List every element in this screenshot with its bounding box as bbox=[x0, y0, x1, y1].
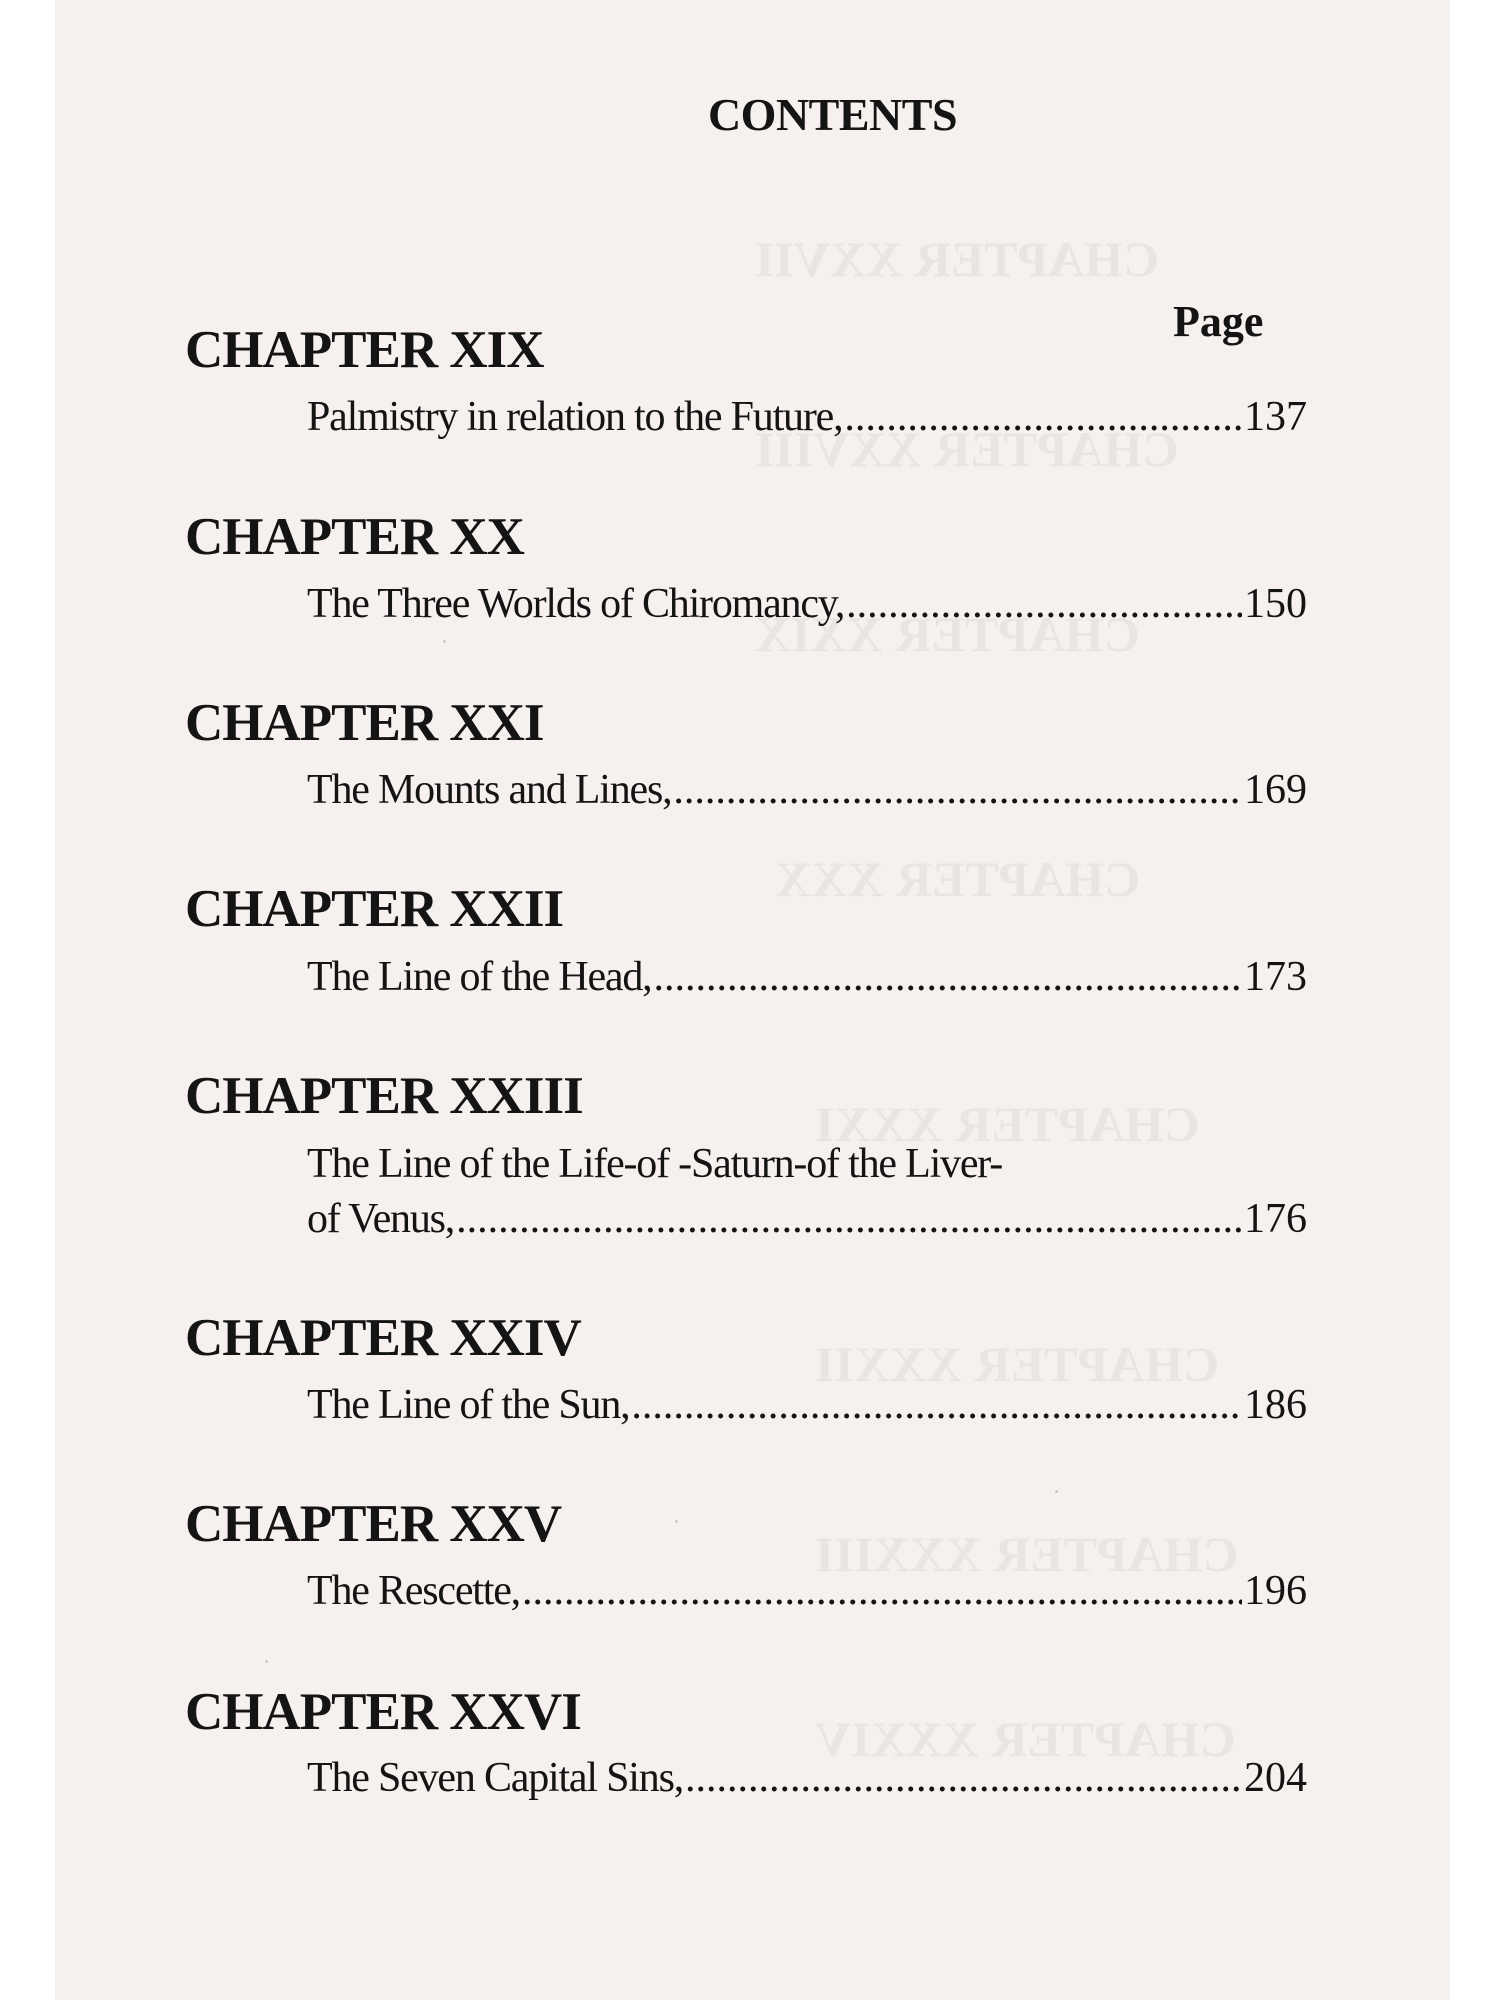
toc-entry-text: The Rescette, bbox=[307, 1568, 520, 1614]
paper-speck bbox=[1055, 1490, 1058, 1493]
toc-entry-text: The Three Worlds of Chiromancy, bbox=[307, 581, 845, 627]
dot-leader bbox=[685, 1754, 1242, 1802]
bleed-through-decoration: CHAPTER XXIX bbox=[755, 606, 1140, 662]
toc-entry-text: Palmistry in relation to the Future, bbox=[307, 394, 843, 440]
toc-entry-text: The Line of the Sun, bbox=[307, 1382, 630, 1428]
bleed-through-decoration: CHAPTER XXXI bbox=[815, 1096, 1200, 1152]
toc-page-number: 186 bbox=[1244, 1382, 1307, 1428]
bleed-through-decoration: CHAPTER XXVIII bbox=[755, 421, 1179, 477]
toc-entry-text: The Line of the Head, bbox=[307, 954, 652, 1000]
dot-leader bbox=[673, 766, 1242, 814]
dot-leader bbox=[456, 1195, 1242, 1243]
dot-leader bbox=[522, 1567, 1242, 1615]
chapter-title: CHAPTER XXI bbox=[185, 694, 544, 752]
dot-leader bbox=[631, 1381, 1242, 1429]
toc-entry[interactable] bbox=[307, 766, 1307, 814]
bleed-through-decoration: CHAPTER XXXIV bbox=[815, 1711, 1236, 1767]
chapter-title: CHAPTER XIX bbox=[185, 321, 544, 379]
paper-speck bbox=[265, 1660, 268, 1663]
paper-speck bbox=[443, 640, 446, 643]
dot-leader bbox=[846, 580, 1242, 628]
bleed-through-decoration: CHAPTER XXXII bbox=[815, 1336, 1220, 1392]
toc-entry[interactable] bbox=[307, 393, 1307, 441]
bleed-through-decoration: CHAPTER XXX bbox=[775, 851, 1141, 907]
toc-entry[interactable] bbox=[307, 580, 1307, 628]
dot-leader bbox=[844, 393, 1242, 441]
paper-speck bbox=[675, 1520, 678, 1523]
toc-entry[interactable] bbox=[307, 1195, 1307, 1243]
document-page bbox=[55, 0, 1450, 2000]
toc-entry-text: The Line of the Life-of -Saturn-of the Liver- bbox=[307, 1141, 1003, 1187]
toc-entry[interactable] bbox=[307, 1381, 1307, 1429]
chapter-title: CHAPTER XXII bbox=[185, 880, 564, 938]
toc-page-number: 176 bbox=[1244, 1196, 1307, 1242]
toc-entry-text: The Seven Capital Sins, bbox=[307, 1755, 684, 1801]
bleed-through-decoration: CHAPTER XXVII bbox=[755, 231, 1160, 287]
toc-page-number: 169 bbox=[1244, 767, 1307, 813]
toc-entry[interactable] bbox=[307, 1567, 1307, 1615]
chapter-title: CHAPTER XXIII bbox=[185, 1067, 583, 1125]
chapter-title: CHAPTER XXVI bbox=[185, 1683, 581, 1741]
toc-page-number: 137 bbox=[1244, 394, 1307, 440]
toc-entry-text: The Mounts and Lines, bbox=[307, 767, 672, 813]
toc-page-number: 204 bbox=[1244, 1755, 1307, 1801]
bleed-through-decoration: CHAPTER XXXIII bbox=[815, 1526, 1239, 1582]
toc-page-number: 150 bbox=[1244, 581, 1307, 627]
dot-leader bbox=[653, 953, 1242, 1001]
toc-entry[interactable] bbox=[307, 953, 1307, 1001]
contents-heading: CONTENTS bbox=[707, 89, 958, 140]
chapter-title: CHAPTER XX bbox=[185, 508, 524, 566]
toc-page-number: 173 bbox=[1244, 954, 1307, 1000]
chapter-title: CHAPTER XXV bbox=[185, 1495, 562, 1553]
chapter-title: CHAPTER XXIV bbox=[185, 1309, 581, 1367]
toc-entry[interactable] bbox=[307, 1754, 1307, 1802]
page-column-label: Page bbox=[1173, 297, 1264, 346]
toc-entry-text: of Venus, bbox=[307, 1196, 455, 1242]
toc-page-number: 196 bbox=[1244, 1568, 1307, 1614]
